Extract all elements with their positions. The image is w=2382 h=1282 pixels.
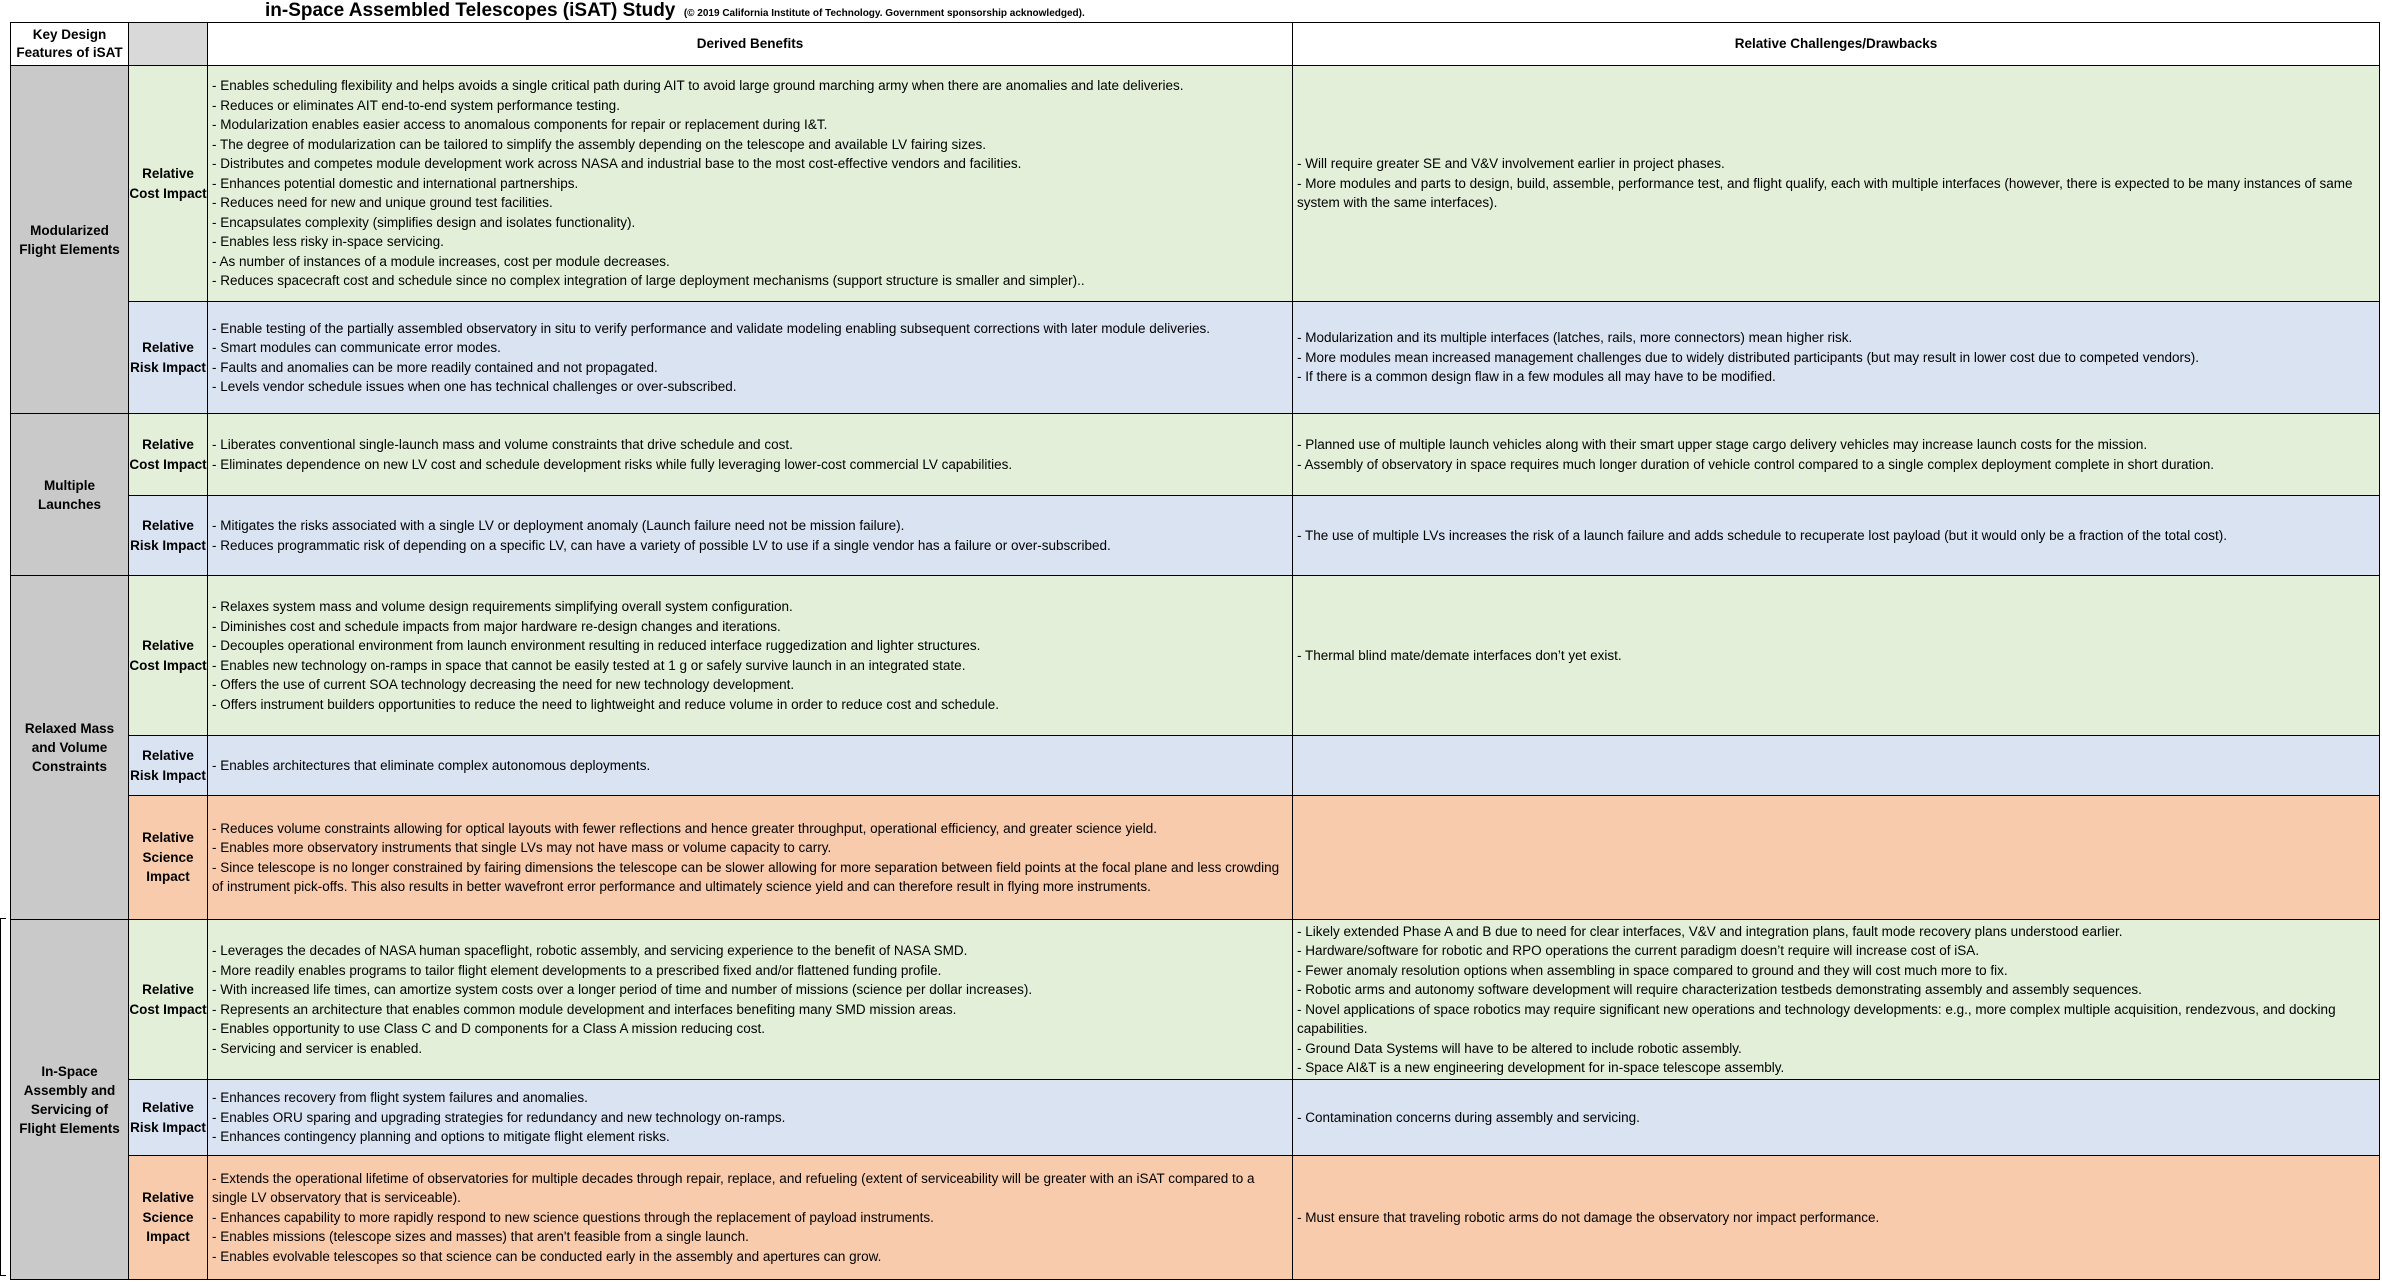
table-row	[11, 496, 2380, 576]
benefit-item: - Enable testing of the partially assembled observatory in situ to verify performance and validate modeling enabling subsequent corrections with later module deliveries.	[212, 320, 1211, 336]
challenge-item: - Assembly of observatory in space requires much longer duration of vehicle control compared to a single complex deployment complete in short duration.	[1297, 456, 2214, 472]
benefit-item: - Enables evolvable telescopes so that science can be conducted early in the assembly and apertures can grow.	[212, 1248, 882, 1264]
challenge-item: - Hardware/software for robotic and RPO operations the current paradigm doesn’t require will increase cost of iSA.	[1297, 943, 1980, 958]
challenge-item: - If there is a common design flaw in a few modules all may have to be modified.	[1297, 369, 1776, 385]
benefit-item: - Reduces programmatic risk of depending on a specific LV, can have a variety of possible LV to use if a single vendor has a failure or over-subscribed.	[212, 537, 1111, 553]
category-header	[129, 23, 208, 66]
feature-multiple-launches: Multiple Launches	[11, 414, 129, 576]
benefit-item: - Enhances recovery from flight system failures and anomalies.	[212, 1090, 588, 1106]
category-label: Relative Science Impact	[129, 796, 208, 920]
challenge-item: - More modules mean increased management challenges due to widely distributed participants (but may result in lower cost due to competed vendors).	[1297, 349, 2199, 365]
challenge-item: - Ground Data Systems will have to be altered to include robotic assembly.	[1297, 1040, 1742, 1056]
challenge-item: - Thermal blind mate/demate interfaces don’t yet exist.	[1297, 647, 1622, 663]
table-row	[11, 576, 2380, 736]
benefit-item: - Enables more observatory instruments that single LVs may not have mass or volume capacity to carry.	[212, 840, 832, 855]
challenges-cell	[1293, 1080, 2380, 1156]
benefit-item: - Enables opportunity to use Class C and D components for a Class A mission reducing cost.	[212, 1021, 766, 1036]
table-row	[11, 736, 2380, 796]
copyright-note: (© 2019 California Institute of Technology. Government sponsorship acknowledged).	[683, 8, 1085, 19]
benefit-item: - Enables scheduling flexibility and helps avoids a single critical path during AIT to avoid large ground marching army when there are anomalies and late deliveries.	[212, 78, 1184, 94]
header-row	[11, 23, 2380, 66]
feature-relaxed-mass-and-volume-constraints: Relaxed Mass and Volume Constraints	[11, 576, 129, 920]
section-bracket	[0, 918, 6, 1276]
challenge-item: - Robotic arms and autonomy software development will require characterization testbeds demonstrating assembly and assembly sequences.	[1297, 982, 2142, 997]
category-label: Relative Risk Impact	[129, 736, 208, 796]
challenges-cell	[1293, 66, 2380, 302]
benefit-item: - Servicing and servicer is enabled.	[212, 1040, 423, 1056]
feature-modularized-flight-elements: Modularized Flight Elements	[11, 66, 129, 414]
challenge-item: - Will require greater SE and V&V involvement earlier in project phases.	[1297, 156, 1725, 172]
table-row	[11, 414, 2380, 496]
benefit-item: - Enables architectures that eliminate complex autonomous deployments.	[212, 757, 651, 773]
benefit-item: - Reduces need for new and unique ground test facilities.	[212, 195, 553, 211]
challenges-cell	[1293, 1156, 2380, 1280]
benefit-item: - Enables ORU sparing and upgrading strategies for redundancy and new technology on-ramps.	[212, 1109, 786, 1125]
table-row	[11, 1156, 2380, 1280]
benefit-item: - Faults and anomalies can be more readily contained and not propagated.	[212, 359, 658, 375]
benefit-item: - Enables less risky in-space servicing.	[212, 234, 444, 250]
benefit-item: - Mitigates the risks associated with a single LV or deployment anomaly (Launch failure need not be mission failure).	[212, 518, 905, 533]
challenges-cell	[1293, 736, 2380, 796]
category-label: Relative Science Impact	[129, 1156, 208, 1280]
benefit-item: - Levels vendor schedule issues when one has technical challenges or over-subscribed.	[212, 379, 737, 394]
challenges-cell	[1293, 576, 2380, 736]
benefit-item: - Offers the use of current SOA technology decreasing the need for new technology development.	[212, 677, 795, 692]
benefit-item: - Modularization enables easier access to anomalous components for repair or replacement during I&T.	[212, 117, 828, 133]
benefits-cell	[208, 414, 1293, 496]
benefit-item: - More readily enables programs to tailor flight element developments to a prescribed fixed and/or flattened funding profile.	[212, 962, 942, 978]
challenge-item: - Novel applications of space robotics may require significant new operations and technology developments: e.g., more complex multiple acquisition, rendezvous, and docking capabilities.	[1297, 1001, 2336, 1036]
benefit-item: - As number of instances of a module increases, cost per module decreases.	[212, 253, 670, 269]
benefits-cell	[208, 66, 1293, 302]
table-row	[11, 66, 2380, 302]
benefit-item: - Enables new technology on-ramps in space that cannot be easily tested at 1 g or safely survive launch in an integrated state.	[212, 657, 966, 673]
challenge-item: - The use of multiple LVs increases the risk of a launch failure and adds schedule to recuperate lost payload (but it would only be a fraction of the total cost).	[1297, 527, 2228, 543]
benefit-item: - The degree of modularization can be tailored to simplify the assembly depending on the telescope and available LV fairing sizes.	[212, 136, 986, 152]
benefit-item: - Reduces spacecraft cost and schedule since no complex integration of large deployment mechanisms (support structure is smaller and simpler)..	[212, 273, 1085, 289]
benefits-header: Derived Benefits	[208, 23, 1293, 66]
challenges-header: Relative Challenges/Drawbacks	[1293, 23, 2380, 66]
benefit-item: - Encapsulates complexity (simplifies design and isolates functionality).	[212, 214, 636, 230]
isat-benefits-table	[10, 22, 2380, 1280]
challenge-item: - Fewer anomaly resolution options when assembling in space compared to ground and they will cost much more to fix.	[1297, 962, 2008, 978]
table-row	[11, 920, 2380, 1080]
category-label: Relative Cost Impact	[129, 920, 208, 1080]
challenge-item: - More modules and parts to design, build, assemble, performance test, and flight qualify, each with multiple interfaces (however, there is expected to be many instances of same system with the same interfaces).	[1297, 175, 2353, 211]
benefit-item: - Liberates conventional single-launch mass and volume constraints that drive schedule and cost.	[212, 437, 793, 452]
challenges-cell	[1293, 796, 2380, 920]
benefit-item: - Since telescope is no longer constrained by fairing dimensions the telescope can be slower allowing for more separation between field points at the focal plane and less crowding of instrument pick-offs. This also results in better wavefront error performance and ultimately science yield and can therefore result in flying more instruments.	[212, 859, 1280, 894]
benefit-item: - Eliminates dependence on new LV cost and schedule development risks while fully leveraging lower-cost commercial LV capabilities.	[212, 456, 1013, 472]
benefits-cell	[208, 920, 1293, 1080]
benefits-cell	[208, 736, 1293, 796]
benefit-item: - Decouples operational environment from launch environment resulting in reduced interface ruggedization and lighter structures.	[212, 638, 981, 653]
title-main: in-Space Assembled Telescopes (iSAT) Study	[265, 0, 676, 21]
challenge-item: - Space AI&T is a new engineering development for in-space telescope assembly.	[1297, 1060, 1785, 1075]
table-row	[11, 302, 2380, 414]
benefit-item: - Offers instrument builders opportunities to reduce the need to lightweight and reduce volume in order to reduce cost and schedule.	[212, 696, 999, 712]
category-label: Relative Cost Impact	[129, 66, 208, 302]
challenge-item: - Must ensure that traveling robotic arms do not damage the observatory nor impact performance.	[1297, 1209, 1880, 1225]
benefit-item: - Enhances contingency planning and options to mitigate flight element risks.	[212, 1129, 670, 1145]
benefit-item: - Relaxes system mass and volume design requirements simplifying overall system configuration.	[212, 599, 793, 614]
category-label: Relative Cost Impact	[129, 576, 208, 736]
category-label: Relative Risk Impact	[129, 302, 208, 414]
challenge-item: - Modularization and its multiple interfaces (latches, rails, more connectors) mean higher risk.	[1297, 330, 1853, 346]
benefit-item: - Diminishes cost and schedule impacts from major hardware re-design changes and iterations.	[212, 618, 781, 634]
challenge-item: - Likely extended Phase A and B due to need for clear interfaces, V&V and integration plans, fault mode recovery plans understood earlier.	[1297, 923, 2123, 939]
benefit-item: - Enhances capability to more rapidly respond to new science questions through the replacement of payload instruments.	[212, 1209, 934, 1225]
benefit-item: - Smart modules can communicate error modes.	[212, 340, 501, 355]
benefit-item: - Leverages the decades of NASA human spaceflight, robotic assembly, and servicing experience to the benefit of NASA SMD.	[212, 943, 968, 958]
benefit-item: - Represents an architecture that enables common module development and interfaces benefiting many SMD mission areas.	[212, 1001, 957, 1017]
benefits-cell	[208, 1080, 1293, 1156]
benefit-item: - With increased life times, can amortize system costs over a longer period of time and number of missions (science per dollar increases).	[212, 982, 1033, 997]
category-label: Relative Risk Impact	[129, 1080, 208, 1156]
challenge-item: - Contamination concerns during assembly and servicing.	[1297, 1109, 1640, 1125]
feature-in-space-assembly-and-servicing-of-flight-elements: In-Space Assembly and Servicing of Flight Elements	[11, 920, 129, 1280]
table-row	[11, 1080, 2380, 1156]
challenges-cell	[1293, 414, 2380, 496]
table-row	[11, 796, 2380, 920]
challenges-cell	[1293, 920, 2380, 1080]
benefits-cell	[208, 496, 1293, 576]
features-header: Key Design Features of iSAT	[11, 23, 129, 66]
category-label: Relative Risk Impact	[129, 496, 208, 576]
benefit-item: - Reduces or eliminates AIT end-to-end system performance testing.	[212, 97, 620, 113]
benefit-item: - Extends the operational lifetime of observatories for multiple decades through repair, replace, and refueling (extent of serviceability will be greater with an iSAT compared to a single LV observatory that is serviceable).	[212, 1170, 1255, 1206]
challenge-item: - Planned use of multiple launch vehicles along with their smart upper stage cargo delivery vehicles may increase launch costs for the mission.	[1297, 437, 2148, 452]
benefit-item: - Distributes and competes module development work across NASA and industrial base to the most cost-effective vendors and facilities.	[212, 156, 1022, 172]
benefit-item: - Enables missions (telescope sizes and masses) that aren't feasible from a single launch.	[212, 1229, 749, 1245]
benefits-cell	[208, 1156, 1293, 1280]
benefits-cell	[208, 302, 1293, 414]
benefit-item: - Enhances potential domestic and international partnerships.	[212, 175, 579, 191]
benefits-cell	[208, 796, 1293, 920]
benefits-cell	[208, 576, 1293, 736]
challenges-cell	[1293, 302, 2380, 414]
challenges-cell	[1293, 496, 2380, 576]
category-label: Relative Cost Impact	[129, 414, 208, 496]
benefit-item: - Reduces volume constraints allowing for optical layouts with fewer reflections and hence greater throughput, operational efficiency, and greater science yield.	[212, 820, 1158, 836]
page-title	[265, 0, 1085, 22]
